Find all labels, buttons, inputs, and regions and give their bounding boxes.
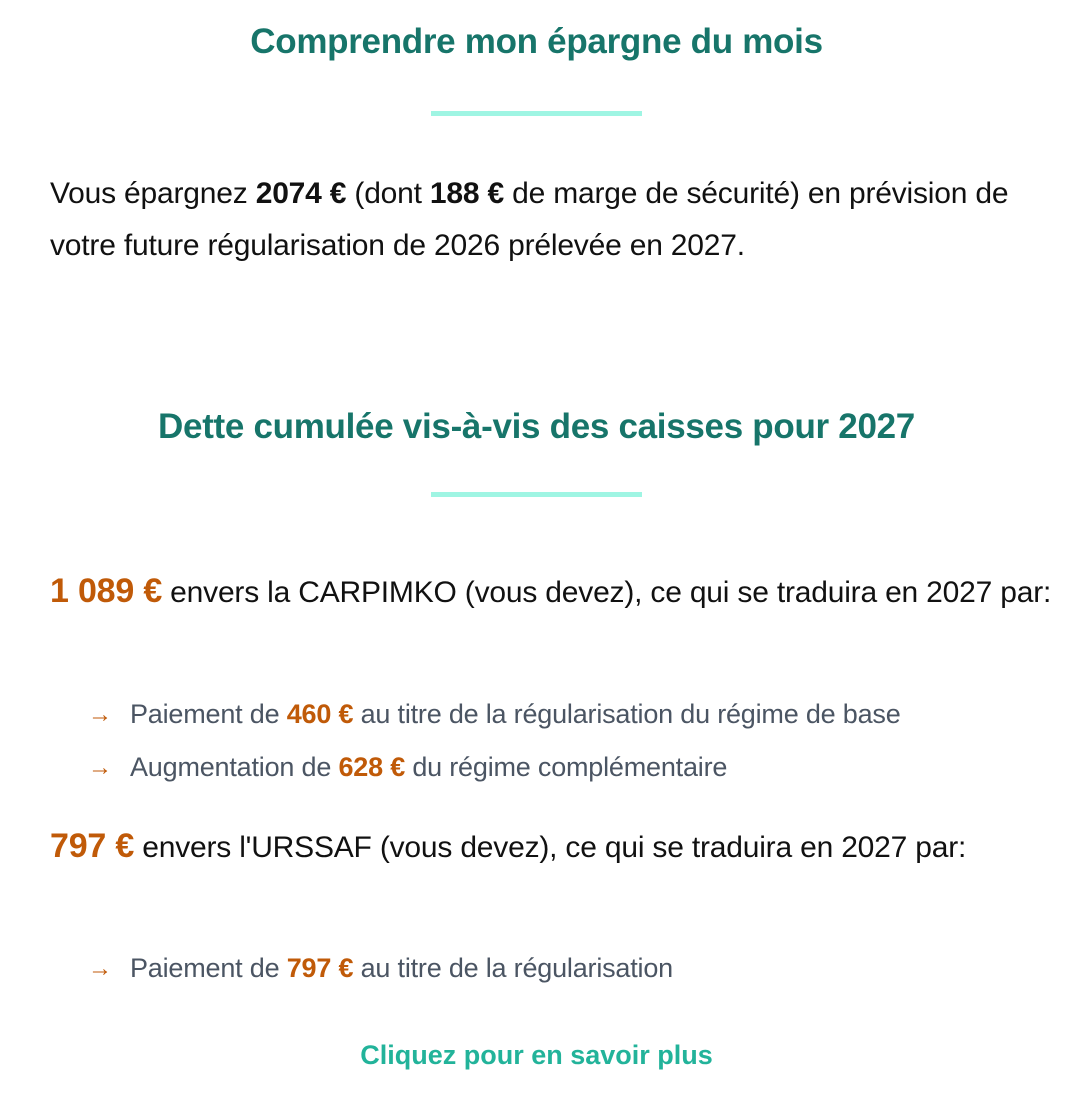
list-item: [88, 741, 901, 794]
urssaf-consequences-list: [88, 942, 673, 995]
carpimko-debt: [50, 565, 1060, 619]
item-suffix: au titre de la régularisation du régime de base: [353, 699, 901, 729]
arrow-right-icon: →: [88, 754, 112, 781]
learn-more-link[interactable]: Cliquez pour en savoir plus: [360, 1040, 713, 1070]
debt-divider: [431, 492, 642, 497]
savings-title: Comprendre mon épargne du mois: [250, 22, 823, 61]
safety-margin-amount: 188 €: [429, 177, 504, 210]
item-amount: 628 €: [338, 752, 406, 782]
item-amount: 460 €: [286, 699, 354, 729]
savings-amount: 2074 €: [255, 177, 347, 210]
savings-mid1: (dont: [346, 177, 430, 210]
savings-intro: Vous épargnez: [50, 177, 256, 210]
item-suffix: du régime complémentaire: [405, 752, 728, 782]
urssaf-debt: [50, 820, 1060, 874]
arrow-right-icon: →: [88, 955, 112, 982]
item-text: [130, 942, 673, 995]
carpimko-consequences-list: [88, 688, 901, 794]
arrow-right-icon: →: [88, 701, 112, 728]
savings-divider: [431, 111, 642, 116]
carpimko-debt-amount: 1 089 €: [50, 572, 163, 610]
item-prefix: Paiement de: [130, 699, 287, 729]
item-text: [130, 688, 901, 741]
item-suffix: au titre de la régularisation: [353, 953, 673, 983]
carpimko-debt-text: envers la CARPIMKO (vous devez), ce qui se traduira en 2027 par:: [162, 576, 1052, 609]
item-amount: 797 €: [286, 953, 354, 983]
urssaf-debt-amount: 797 €: [50, 827, 135, 865]
savings-summary: [50, 168, 1060, 272]
list-item: [88, 942, 673, 995]
item-prefix: Augmentation de: [130, 752, 339, 782]
urssaf-debt-text: envers l'URSSAF (vous devez), ce qui se traduira en 2027 par:: [134, 831, 967, 864]
list-item: [88, 688, 901, 741]
item-text: [130, 741, 727, 794]
debt-title: Dette cumulée vis-à-vis des caisses pour 2027: [158, 407, 915, 446]
savings-mid2: de marge de sécurité) en prévision de votre future régularisation de 2026 prélevée en 2027.: [50, 177, 1009, 262]
item-prefix: Paiement de: [130, 953, 287, 983]
